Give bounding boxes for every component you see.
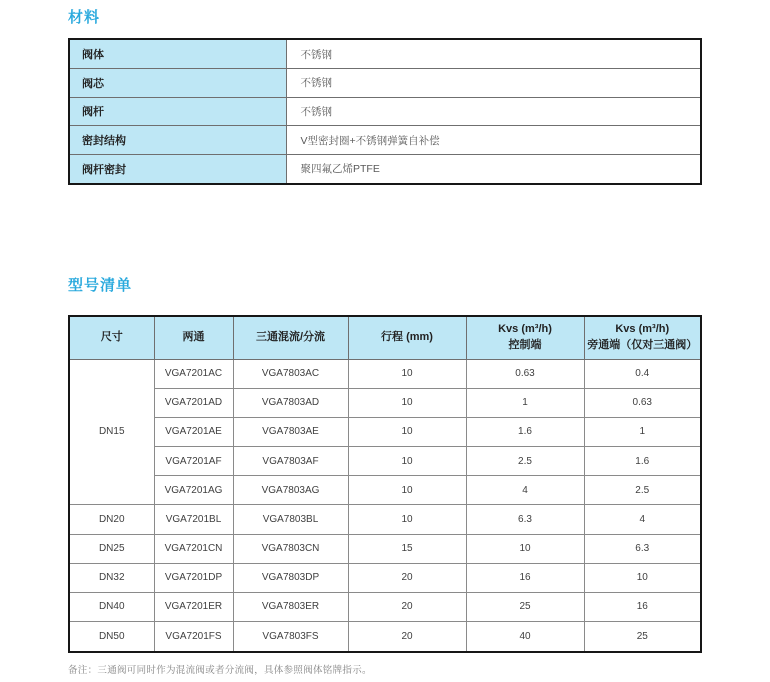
kvs-control-cell: 4 [466,476,584,505]
kvs-control-cell: 40 [466,622,584,652]
models-row [69,622,701,652]
material-property-value: V型密封圈+不锈钢弹簧自补偿 [286,126,701,155]
kvs-control-cell: 16 [466,563,584,592]
kvs-bypass-cell: 0.4 [584,359,701,388]
models-row [69,447,701,476]
three-way-model-cell: VGA7803AC [233,359,348,388]
kvs-bypass-cell: 4 [584,505,701,534]
stroke-cell: 10 [348,417,466,446]
models-section-title: 型号清单 [68,277,133,294]
column-header-line1: 两通 [182,330,205,343]
kvs-control-cell: 6.3 [466,505,584,534]
size-cell: DN32 [69,563,154,592]
two-way-model-cell: VGA7201AD [154,388,233,417]
stroke-cell: 10 [348,359,466,388]
models-row [69,534,701,563]
size-cell: DN40 [69,592,154,621]
kvs-bypass-cell: 0.63 [584,388,701,417]
stroke-cell: 10 [348,447,466,476]
column-header-line1: 行程 (mm) [381,330,433,343]
materials-table [68,38,702,185]
size-cell: DN15 [69,359,154,505]
footnote: 备注：三通阀可同时作为混流阀或者分流阀，具体参照阀体铭牌指示。 [68,665,372,676]
kvs-bypass-cell: 2.5 [584,476,701,505]
column-header-line2: 旁通端（仅对三通阀） [587,338,698,351]
kvs-control-cell: 25 [466,592,584,621]
models-row [69,417,701,446]
two-way-model-cell: VGA7201AC [154,359,233,388]
kvs-bypass-cell: 1 [584,417,701,446]
kvs-control-cell: 2.5 [466,447,584,476]
material-property-label: 阀杆 [69,97,286,126]
column-header-line1: 尺寸 [100,330,123,343]
models-column-header [154,316,233,359]
stroke-cell: 15 [348,534,466,563]
three-way-model-cell: VGA7803AE [233,417,348,446]
materials-row [69,154,701,184]
three-way-model-cell: VGA7803ER [233,592,348,621]
size-cell: DN25 [69,534,154,563]
stroke-cell: 10 [348,505,466,534]
kvs-control-cell: 1.6 [466,417,584,446]
column-header-line2: 控制端 [508,338,542,351]
material-property-value: 不锈钢 [286,97,701,126]
materials-row [69,39,701,69]
models-row [69,505,701,534]
stroke-cell: 10 [348,476,466,505]
materials-row [69,69,701,98]
models-row [69,592,701,621]
material-property-value: 不锈钢 [286,39,701,69]
three-way-model-cell: VGA7803CN [233,534,348,563]
models-table [68,315,702,653]
two-way-model-cell: VGA7201DP [154,563,233,592]
kvs-bypass-cell: 16 [584,592,701,621]
stroke-cell: 10 [348,388,466,417]
two-way-model-cell: VGA7201AF [154,447,233,476]
models-row [69,359,701,388]
stroke-cell: 20 [348,622,466,652]
material-property-value: 聚四氟乙烯PTFE [286,154,701,184]
stroke-cell: 20 [348,592,466,621]
three-way-model-cell: VGA7803AF [233,447,348,476]
kvs-bypass-cell: 25 [584,622,701,652]
three-way-model-cell: VGA7803BL [233,505,348,534]
three-way-model-cell: VGA7803DP [233,563,348,592]
two-way-model-cell: VGA7201AG [154,476,233,505]
models-column-header [233,316,348,359]
column-header-line1: Kvs (m³/h) [615,322,670,335]
size-cell: DN20 [69,505,154,534]
kvs-bypass-cell: 6.3 [584,534,701,563]
models-column-header [69,316,154,359]
material-property-label: 阀体 [69,39,286,69]
materials-row [69,126,701,155]
column-header-line1: Kvs (m³/h) [498,322,552,335]
models-header-row [69,316,701,359]
two-way-model-cell: VGA7201AE [154,417,233,446]
models-row [69,563,701,592]
column-header-line1: 三通混流/分流 [255,330,326,343]
three-way-model-cell: VGA7803AD [233,388,348,417]
materials-row [69,97,701,126]
three-way-model-cell: VGA7803FS [233,622,348,652]
stroke-cell: 20 [348,563,466,592]
models-column-header [584,316,701,359]
kvs-control-cell: 10 [466,534,584,563]
two-way-model-cell: VGA7201ER [154,592,233,621]
models-row [69,388,701,417]
material-property-label: 阀杆密封 [69,154,286,184]
kvs-bypass-cell: 1.6 [584,447,701,476]
size-cell: DN50 [69,622,154,652]
kvs-control-cell: 0.63 [466,359,584,388]
models-row [69,476,701,505]
two-way-model-cell: VGA7201BL [154,505,233,534]
models-column-header [348,316,466,359]
material-property-value: 不锈钢 [286,69,701,98]
three-way-model-cell: VGA7803AG [233,476,348,505]
kvs-control-cell: 1 [466,388,584,417]
two-way-model-cell: VGA7201CN [154,534,233,563]
kvs-bypass-cell: 10 [584,563,701,592]
material-property-label: 阀芯 [69,69,286,98]
material-property-label: 密封结构 [69,126,286,155]
models-column-header [466,316,584,359]
materials-section-title: 材料 [68,9,101,26]
two-way-model-cell: VGA7201FS [154,622,233,652]
